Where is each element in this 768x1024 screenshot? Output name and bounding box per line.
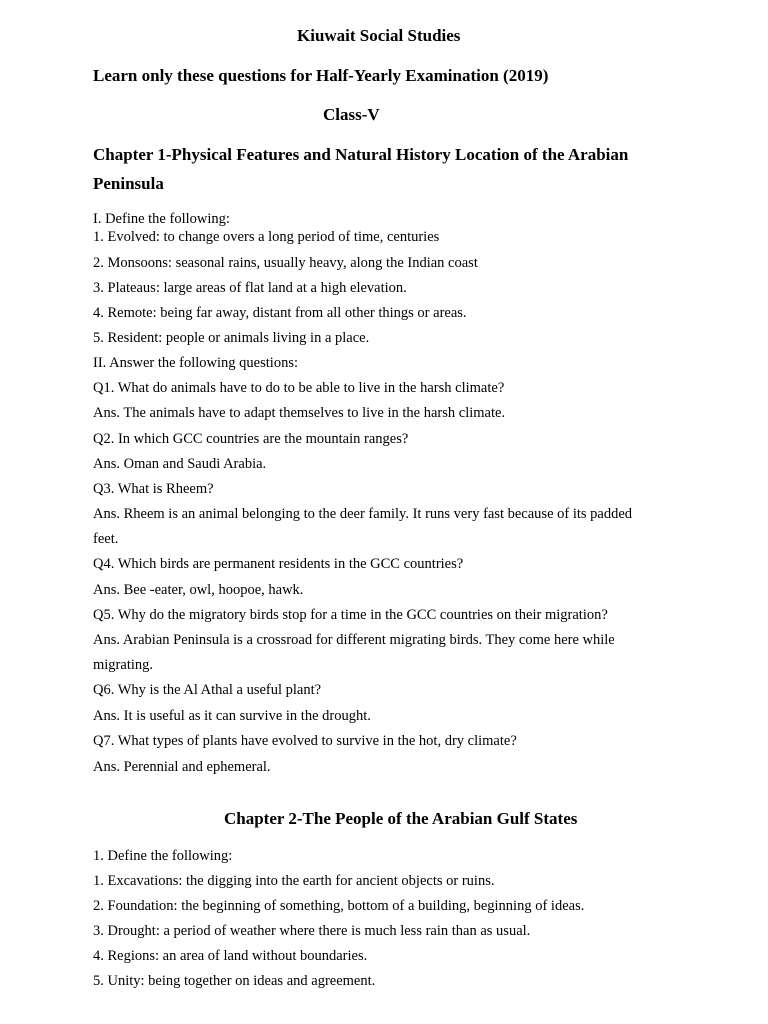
chapter1-line: Ans. Oman and Saudi Arabia. (93, 456, 267, 472)
chapter1-line: Q7. What types of plants have evolved to survive in the hot, dry climate? (93, 733, 517, 749)
chapter1-line: 2. Monsoons: seasonal rains, usually heavy, along the Indian coast (93, 255, 478, 271)
chapter1-line: Q4. Which birds are permanent residents in the GCC countries? (93, 556, 464, 572)
chapter1-line: Ans. Perennial and ephemeral. (93, 759, 271, 775)
chapter2-line: 1. Excavations: the digging into the earth for ancient objects or ruins. (93, 873, 495, 889)
chapter1-line: Q3. What is Rheem? (93, 481, 214, 497)
chapter2-line: 4. Regions: an area of land without boundaries. (93, 948, 368, 964)
chapter1-line: I. Define the following: (93, 211, 230, 227)
chapter2-heading: Chapter 2-The People of the Arabian Gulf States (224, 809, 578, 828)
chapter1-line: Q2. In which GCC countries are the mountain ranges? (93, 431, 409, 447)
chapter1-line: migrating. (93, 657, 154, 673)
chapter1-line: Ans. Bee -eater, owl, hoopoe, hawk. (93, 582, 304, 598)
chapter2-line: 1. Define the following: (93, 848, 233, 864)
chapter2-line: 5. Unity: being together on ideas and agreement. (93, 973, 376, 989)
chapter1-line: 5. Resident: people or animals living in a place. (93, 330, 370, 346)
document-subtitle: Learn only these questions for Half-Yearly Examination (2019) (93, 66, 549, 85)
chapter1-heading-line2: Peninsula (93, 174, 164, 193)
chapter1-line: Q6. Why is the Al Athal a useful plant? (93, 682, 322, 698)
chapter1-line: Q1. What do animals have to do to be able to live in the harsh climate? (93, 380, 505, 396)
chapter1-line: 3. Plateaus: large areas of flat land at a high elevation. (93, 280, 407, 296)
chapter1-heading-line1: Chapter 1-Physical Features and Natural History Location of the Arabian (93, 145, 629, 164)
chapter2-line: 3. Drought: a period of weather where there is much less rain than as usual. (93, 923, 531, 939)
class-label: Class-V (323, 105, 380, 124)
chapter1-line: Ans. It is useful as it can survive in the drought. (93, 708, 371, 724)
document-title: Kiuwait Social Studies (297, 26, 461, 45)
chapter1-line: Q5. Why do the migratory birds stop for a time in the GCC countries on their migration? (93, 607, 608, 623)
chapter1-line: 1. Evolved: to change overs a long period of time, centuries (93, 229, 440, 245)
chapter1-line: Ans. Rheem is an animal belonging to the deer family. It runs very fast because of its padded (93, 506, 633, 522)
chapter1-line: Ans. Arabian Peninsula is a crossroad for different migrating birds. They come here while (93, 632, 615, 648)
chapter1-line: 4. Remote: being far away, distant from all other things or areas. (93, 305, 467, 321)
chapter2-line: 2. Foundation: the beginning of something, bottom of a building, beginning of ideas. (93, 898, 585, 914)
chapter1-line: II. Answer the following questions: (93, 355, 298, 371)
chapter1-line: Ans. The animals have to adapt themselves to live in the harsh climate. (93, 405, 506, 421)
chapter1-line: feet. (93, 531, 119, 547)
